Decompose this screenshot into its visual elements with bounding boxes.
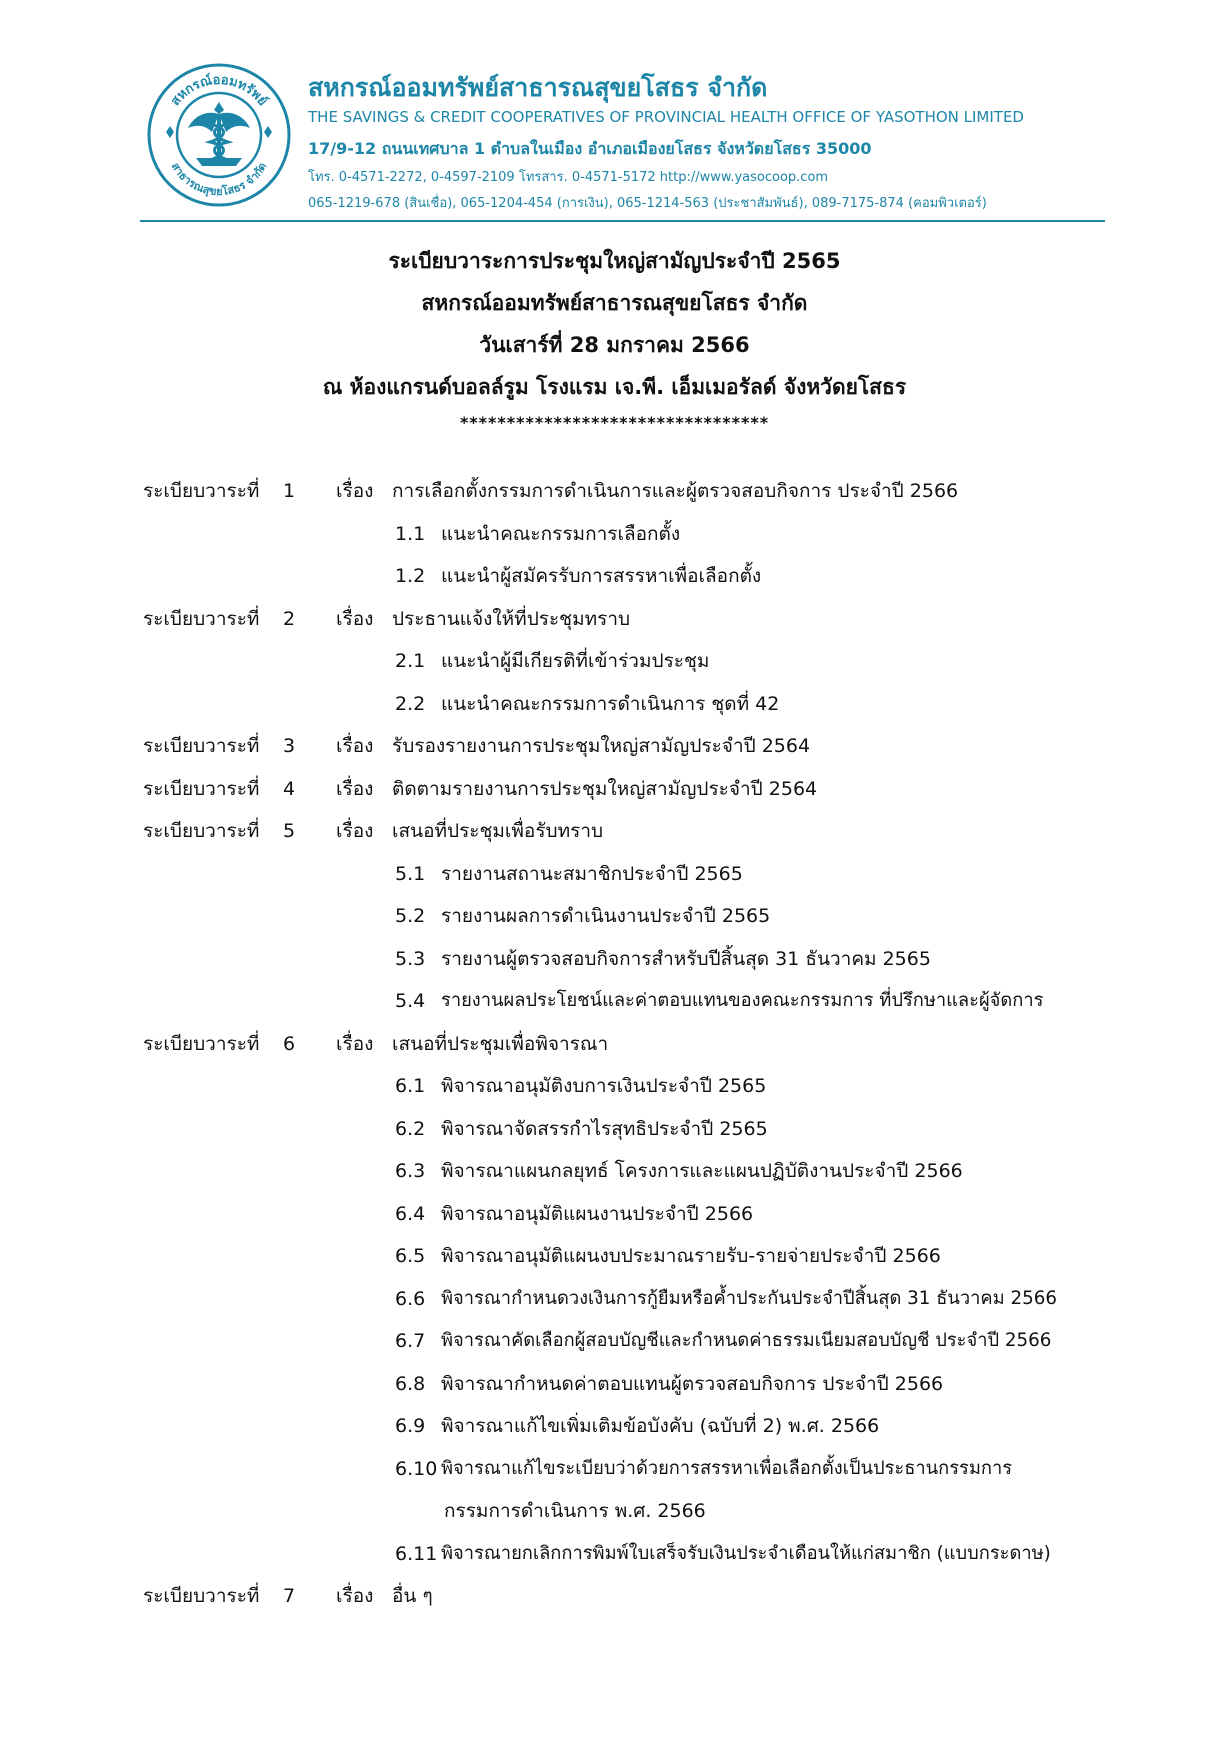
agenda-subitem-number: 5.2 — [395, 905, 426, 927]
agenda-item-topic: เสนอที่ประชุมเพื่อรับทราบ — [392, 820, 604, 842]
agenda-subitem-text: พิจารณาแก้ไขเพิ่มเติมข้อบังคับ (ฉบับที่ 2) พ.ศ. 2566 — [441, 1415, 880, 1437]
agenda-subitem-text: พิจารณาอนุมัติแผนงบประมาณรายรับ-รายจ่ายประจำปี 2566 — [441, 1245, 941, 1267]
agenda-item-label: ระเบียบวาระที่ — [143, 1032, 260, 1055]
org-name-english: THE SAVINGS & CREDIT COOPERATIVES OF PROVINCIAL HEALTH OFFICE OF YASOTHON LIMITED — [308, 108, 1024, 126]
agenda-subitem-number: 6.7 — [395, 1330, 426, 1352]
agenda-subitem-number: 5.4 — [395, 990, 426, 1012]
agenda-subitem-continuation-text: กรรมการดำเนินการ พ.ศ. 2566 — [444, 1500, 706, 1522]
header-divider — [140, 220, 1105, 222]
agenda-subitem-row — [0, 555, 1229, 598]
agenda-item-label: ระเบียบวาระที่ — [143, 735, 260, 757]
agenda-subitem-number: 6.3 — [395, 1160, 426, 1182]
agenda-subitem-text: พิจารณาจัดสรรกำไรสุทธิประจำปี 2565 — [441, 1117, 768, 1140]
agenda-item-word: เรื่อง — [336, 777, 374, 800]
agenda-item-number: 6 — [283, 1032, 296, 1055]
agenda-item-word: เรื่อง — [336, 480, 374, 502]
agenda-item-row — [0, 470, 1229, 513]
agenda-subitem-row — [0, 1150, 1229, 1193]
agenda-subitem-row — [0, 513, 1229, 556]
agenda-item-topic: ติดตามรายงานการประชุมใหญ่สามัญประจำปี 2564 — [392, 777, 818, 800]
agenda-subitem-text: รายงานสถานะสมาชิกประจำปี 2565 — [441, 862, 743, 885]
agenda-subitem-number: 2.2 — [395, 692, 426, 715]
agenda-subitem-row — [0, 895, 1229, 938]
agenda-item-topic: อื่น ๆ — [392, 1585, 433, 1607]
agenda-subitem-number: 6.11 — [395, 1542, 438, 1565]
agenda-subitem-number: 6.8 — [395, 1372, 426, 1395]
agenda-item-word: เรื่อง — [336, 1032, 374, 1055]
org-phone-line: โทร. 0-4571-2272, 0-4597-2109 โทรสาร. 0-4571-5172 http://www.yasocoop.com — [308, 170, 829, 185]
agenda-subitem-row — [0, 1448, 1229, 1491]
agenda-subitem-text: พิจารณากำหนดวงเงินการกู้ยืมหรือค้ำประกันประจำปีสิ้นสุด 31 ธันวาคม 2566 — [441, 1287, 1058, 1309]
agenda-item-word: เรื่อง — [336, 607, 374, 630]
agenda-item-number: 7 — [283, 1585, 296, 1607]
agenda-subitem-text: แนะนำผู้มีเกียรติที่เข้าร่วมประชุม — [441, 650, 710, 672]
agenda-item-row — [0, 768, 1229, 811]
agenda-subitem-text: พิจารณาอนุมัติงบการเงินประจำปี 2565 — [441, 1075, 767, 1097]
org-address: 17/9-12 ถนนเทศบาล 1 ตำบลในเมือง อำเภอเมืองยโสธร จังหวัดยโสธร 35000 — [308, 139, 872, 158]
garuda-emblem-icon — [188, 102, 250, 166]
agenda-subitem-text: พิจารณากำหนดค่าตอบแทนผู้ตรวจสอบกิจการ ประจำปี 2566 — [441, 1372, 944, 1395]
agenda-subitem-number: 6.4 — [395, 1202, 426, 1225]
agenda-subitem-text: แนะนำคณะกรรมการดำเนินการ ชุดที่ 42 — [441, 692, 780, 715]
agenda-subitem-number: 6.5 — [395, 1245, 426, 1267]
org-name-thai: สหกรณ์ออมทรัพย์สาธารณสุขยโสธร จำกัด — [308, 73, 768, 102]
agenda-item-topic: การเลือกตั้งกรรมการดำเนินการและผู้ตรวจสอบกิจการ ประจำปี 2566 — [392, 480, 959, 502]
agenda-item-number: 2 — [283, 607, 296, 630]
agenda-subitem-text: พิจารณาอนุมัติแผนงานประจำปี 2566 — [441, 1202, 754, 1225]
agenda-subitem-row — [0, 1405, 1229, 1448]
agenda-subitem-text: รายงานผู้ตรวจสอบกิจการสำหรับปีสิ้นสุด 31 ธันวาคม 2565 — [441, 947, 931, 970]
agenda-item-label: ระเบียบวาระที่ — [143, 607, 260, 630]
agenda-subitem-number: 1.1 — [395, 522, 426, 545]
agenda-subitem-number: 1.2 — [395, 565, 426, 587]
title-block — [0, 240, 1229, 438]
agenda-subitem-number: 6.6 — [395, 1287, 426, 1310]
cooperative-seal-logo — [146, 62, 292, 208]
agenda-subitem-number: 6.1 — [395, 1075, 426, 1097]
agenda-item-word: เรื่อง — [336, 735, 374, 757]
agenda-subitem-row — [0, 853, 1229, 896]
agenda-subitem-text: พิจารณายกเลิกการพิมพ์ใบเสร็จรับเงินประจำเดือนให้แก่สมาชิก (แบบกระดาษ) — [441, 1542, 1051, 1564]
agenda-subitem-row — [0, 1235, 1229, 1278]
agenda-item-number: 3 — [283, 735, 296, 757]
agenda-subitem-number: 5.1 — [395, 862, 426, 885]
agenda-subitem-row — [0, 1108, 1229, 1151]
agenda-subitem-row — [0, 980, 1229, 1023]
agenda-item-label: ระเบียบวาระที่ — [143, 480, 260, 502]
agenda-subitem-text: พิจารณาแก้ไขระเบียบว่าด้วยการสรรหาเพื่อเลือกตั้งเป็นประธานกรรมการ — [441, 1457, 1013, 1479]
agenda-item-row — [0, 725, 1229, 768]
agenda-item-row — [0, 1023, 1229, 1066]
agenda-subitem-continuation — [0, 1490, 1229, 1533]
agenda-item-number: 5 — [283, 820, 296, 842]
agenda-list — [0, 470, 1229, 1618]
agenda-subitem-text: รายงานผลการดำเนินงานประจำปี 2565 — [441, 905, 771, 927]
agenda-item-number: 4 — [283, 777, 296, 800]
title-line-2: สหกรณ์ออมทรัพย์สาธารณสุขยโสธร จำกัด — [421, 291, 808, 315]
logo-text-bottom: สาธารณสุขยโสธร จำกัด — [168, 160, 270, 199]
agenda-subitem-row — [0, 1278, 1229, 1321]
agenda-subitem-number: 6.9 — [395, 1415, 426, 1437]
agenda-subitem-row — [0, 1065, 1229, 1108]
agenda-subitem-text: พิจารณาคัดเลือกผู้สอบบัญชีและกำหนดค่าธรรมเนียมสอบบัญชี ประจำปี 2566 — [441, 1330, 1052, 1351]
agenda-subitem-number: 6.10 — [395, 1457, 438, 1480]
agenda-subitem-text: พิจารณาแผนกลยุทธ์ โครงการและแผนปฏิบัติงานประจำปี 2566 — [441, 1160, 963, 1182]
agenda-subitem-row — [0, 1320, 1229, 1363]
agenda-item-topic: รับรองรายงานการประชุมใหญ่สามัญประจำปี 2564 — [392, 735, 811, 757]
agenda-subitem-row — [0, 1193, 1229, 1236]
agenda-item-word: เรื่อง — [336, 820, 374, 842]
agenda-item-row — [0, 810, 1229, 853]
agenda-item-row — [0, 598, 1229, 641]
title-line-4: ณ ห้องแกรนด์บอลล์รูม โรงแรม เจ.พี. เอ็มเมอรัลด์ จังหวัดยโสธร — [322, 375, 907, 399]
agenda-subitem-row — [0, 1363, 1229, 1406]
agenda-item-label: ระเบียบวาระที่ — [143, 777, 260, 800]
agenda-subitem-text: รายงานผลประโยชน์และค่าตอบแทนของคณะกรรมการ ที่ปรึกษาและผู้จัดการ — [441, 990, 1044, 1011]
title-separator-stars: ********************************* — [459, 413, 770, 432]
agenda-item-row — [0, 1575, 1229, 1618]
agenda-item-number: 1 — [283, 480, 296, 502]
agenda-item-label: ระเบียบวาระที่ — [143, 820, 260, 842]
agenda-subitem-row — [0, 1533, 1229, 1576]
agenda-subitem-row — [0, 640, 1229, 683]
agenda-item-word: เรื่อง — [336, 1585, 374, 1607]
agenda-subitem-text: แนะนำคณะกรรมการเลือกตั้ง — [441, 522, 681, 545]
title-line-3: วันเสาร์ที่ 28 มกราคม 2566 — [479, 333, 750, 357]
agenda-subitem-number: 5.3 — [395, 947, 426, 970]
logo-text-top: สหกรณ์ออมทรัพย์ — [168, 72, 270, 109]
title-line-1: ระเบียบวาระการประชุมใหญ่สามัญประจำปี 2565 — [388, 249, 841, 273]
agenda-item-label: ระเบียบวาระที่ — [143, 1585, 260, 1607]
agenda-item-topic: ประธานแจ้งให้ที่ประชุมทราบ — [392, 607, 631, 630]
org-hotline-line: 065-1219-678 (สินเชื่อ), 065-1204-454 (การเงิน), 065-1214-563 (ประชาสัมพันธ์), 089-7175-874 (คอมพิวเตอร์) — [308, 196, 987, 211]
agenda-subitem-row — [0, 683, 1229, 726]
agenda-subitem-number: 2.1 — [395, 650, 426, 672]
agenda-subitem-text: แนะนำผู้สมัครรับการสรรหาเพื่อเลือกตั้ง — [441, 565, 762, 587]
agenda-item-topic: เสนอที่ประชุมเพื่อพิจารณา — [392, 1032, 609, 1055]
agenda-subitem-number: 6.2 — [395, 1117, 426, 1140]
agenda-subitem-row — [0, 938, 1229, 981]
